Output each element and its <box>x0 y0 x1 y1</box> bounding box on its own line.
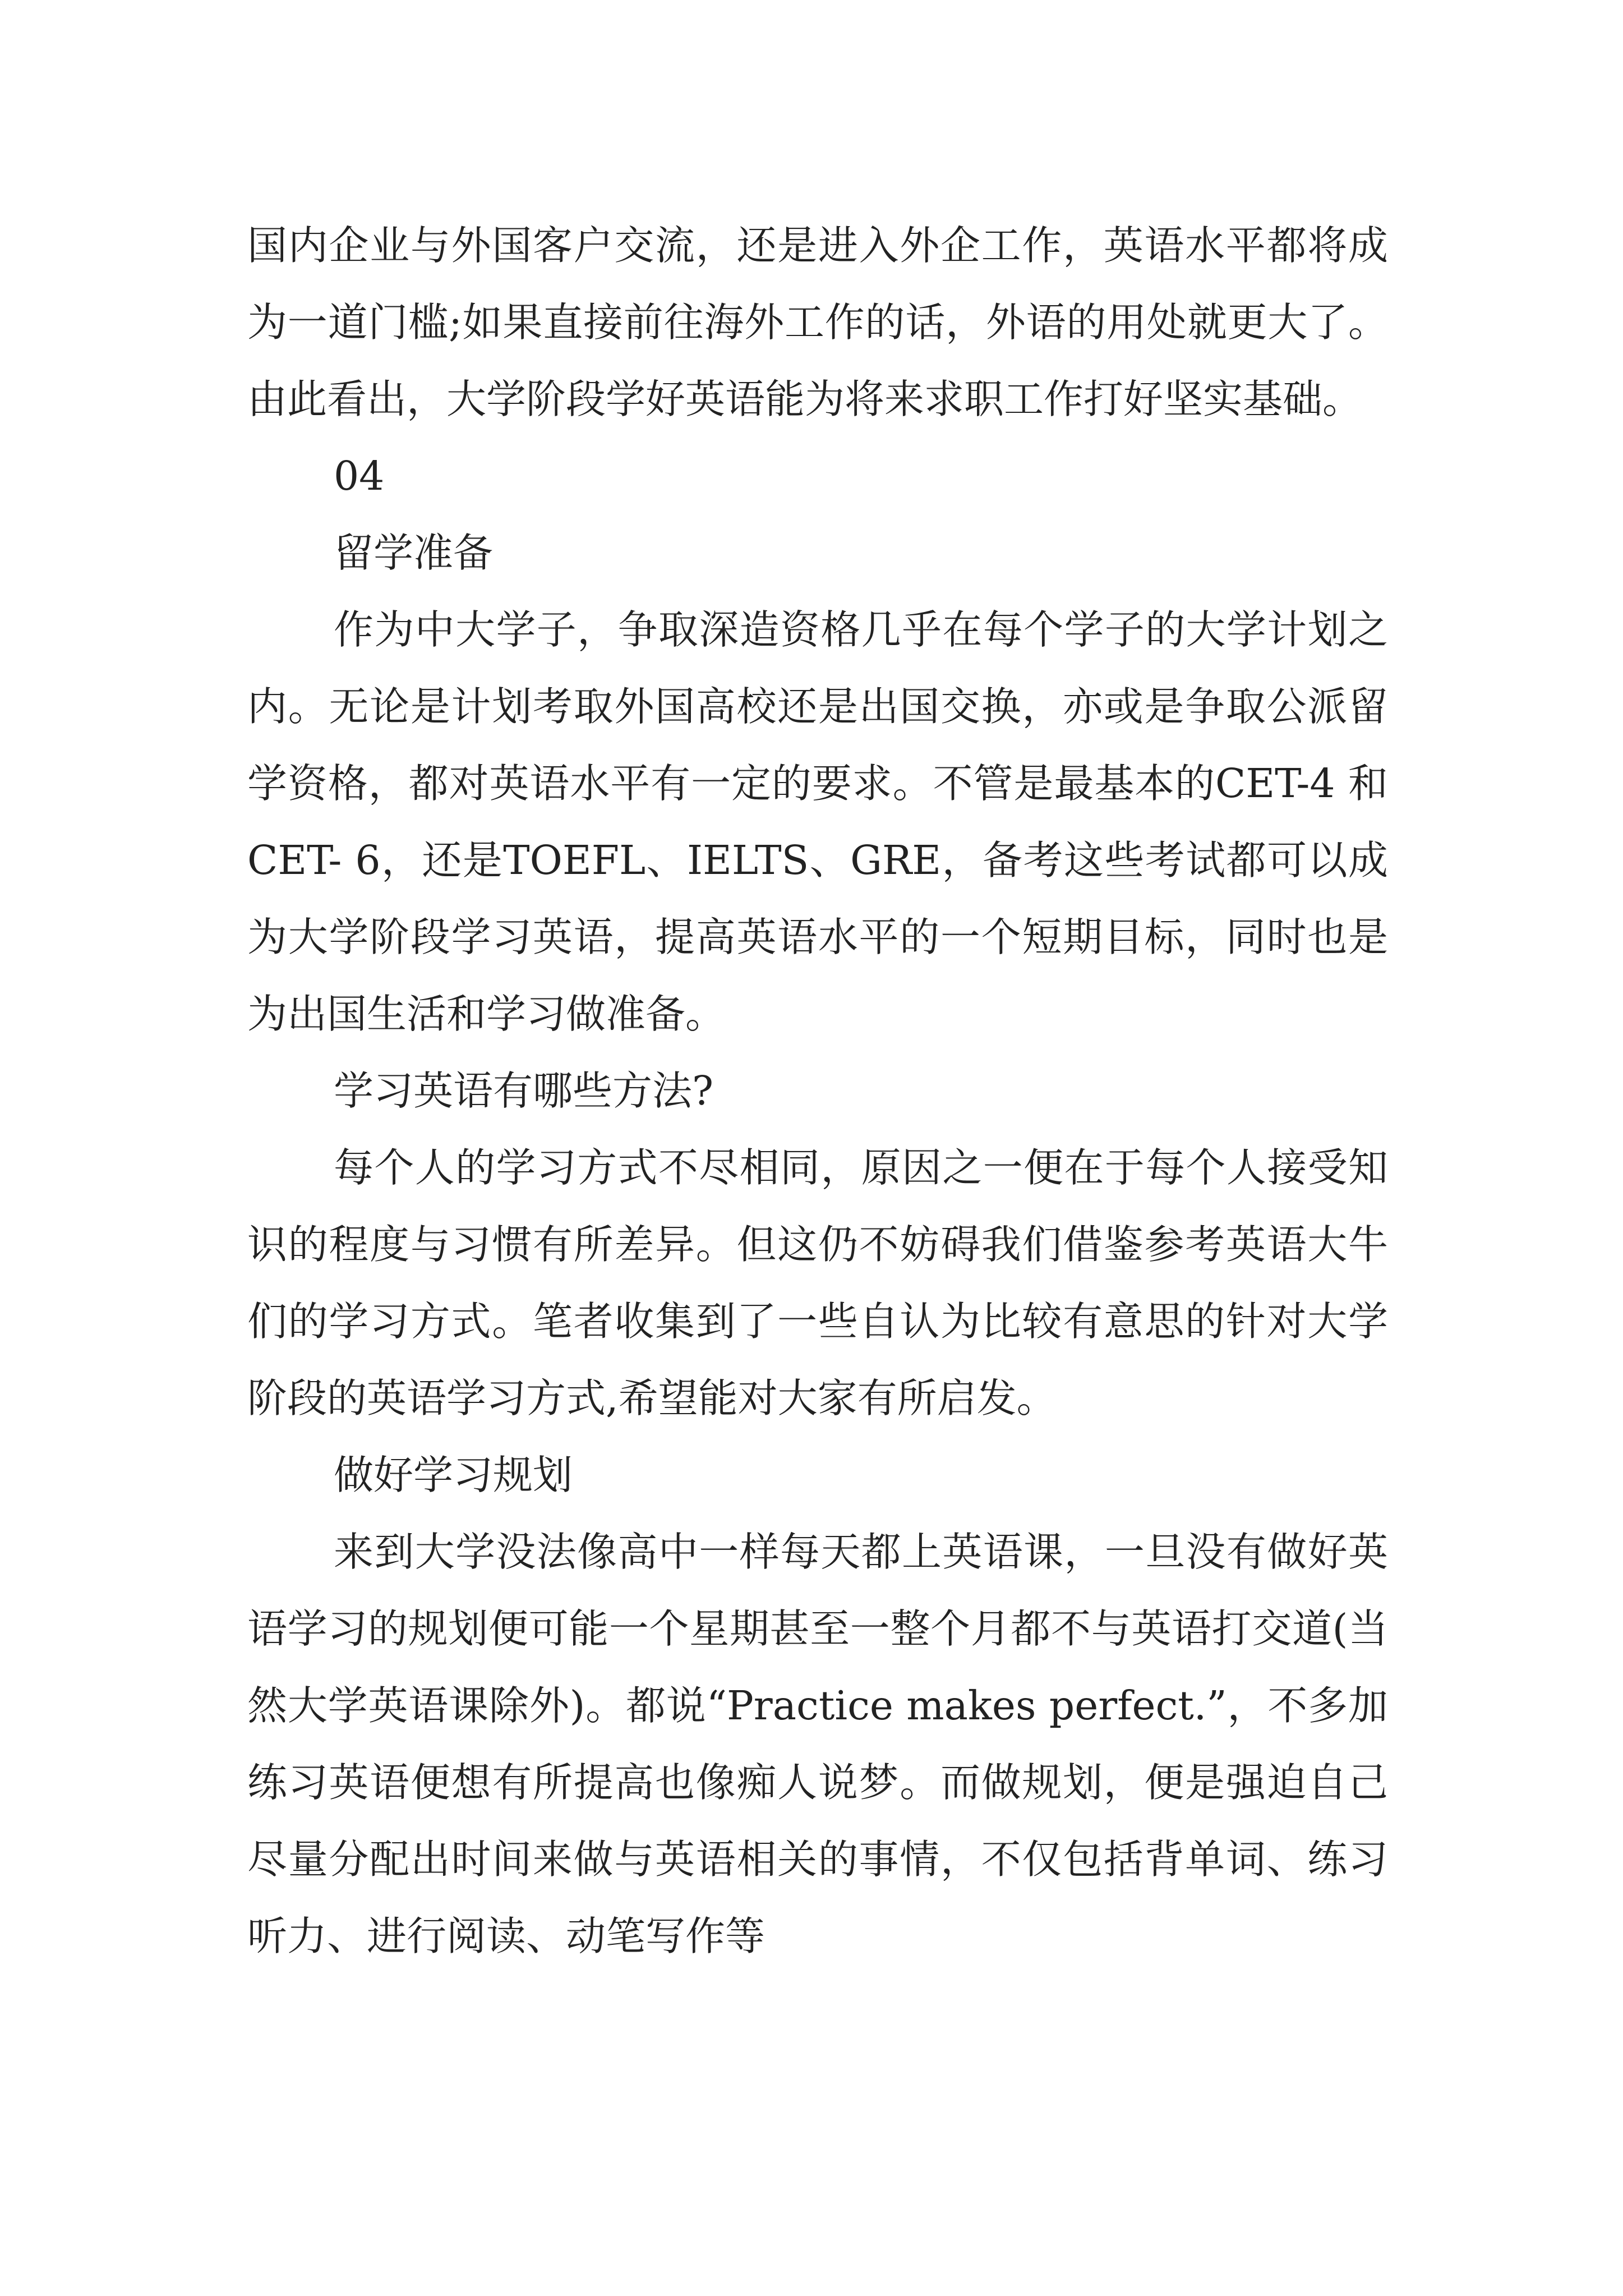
paragraph-study-abroad: 作为中大学子，争取深造资格几乎在每个学子的大学计划之内。无论是计划考取外国高校还是出国交换，亦或是争取公派留学资格，都对英语水平有一定的要求。不管是最基本的CET-4 和CET- 6，还是TOEFL、IELTS、GRE，备考这些考试都可以成为大学阶段学习英语，提高英语水平的一个短期目标，同时也是为出国生活和学习做准备。 <box>247 606 1388 1037</box>
paragraph-methods-intro: 每个人的学习方式不尽相同，原因之一便在于每个人接受知识的程度与习惯有所差异。但这仍不妨碍我们借鉴参考英语大牛们的学习方式。笔者收集到了一些自认为比较有意思的针对大学阶段的英语学习方式,希望能对大家有所启发。 <box>247 1144 1388 1421</box>
paragraph-career-continuation: 国内企业与外国客户交流，还是进入外企工作，英语水平都将成为一道门槛;如果直接前往海外工作的话，外语的用处就更大了。由此看出，大学阶段学好英语能为将来求职工作打好坚实基础。 <box>247 222 1388 422</box>
document-body <box>247 207 1388 1975</box>
paragraph-planning: 来到大学没法像高中一样每天都上英语课，一旦没有做好英语学习的规划便可能一个星期甚至一整个月都不与英语打交道(当然大学英语课除外)。都说“Practice makes perfect.”，不多加练习英语便想有所提高也像痴人说梦。而做规划，便是强迫自己尽量分配出时间来做与英语相关的事情，不仅包括背单词、练习听力、进行阅读、动笔写作等 <box>247 1529 1388 1959</box>
section-heading-methods: 学习英语有哪些方法? <box>334 1068 714 1114</box>
section-number: 04 <box>334 453 385 499</box>
section-heading-study-abroad: 留学准备 <box>334 530 494 576</box>
section-heading-planning: 做好学习规划 <box>334 1452 573 1498</box>
